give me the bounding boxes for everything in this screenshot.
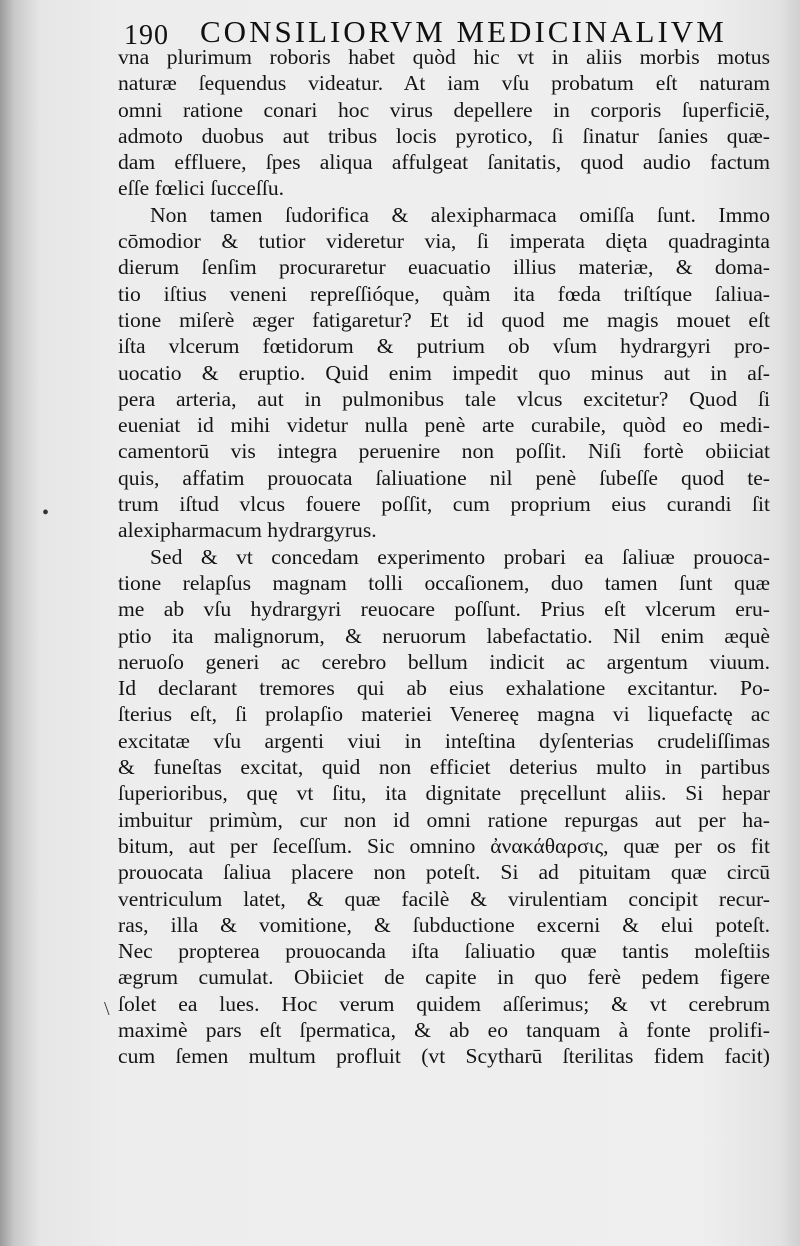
running-head: CONSILIORVM MEDICINALIVM — [200, 14, 727, 49]
text-line: tione miſerè æger fatigaretur? Et id quod me magis mouet eſt — [118, 307, 770, 332]
text-line: imbuitur primùm, cur non id omni ratione repurgas aut per ha- — [118, 807, 770, 832]
text-line: uocatio & eruptio. Quid enim impedit quo minus aut in aſ- — [118, 360, 770, 385]
page-number: 190 — [124, 20, 169, 51]
text-line: cum ſemen multum profluit (vt Scytharū ſterilitas fidem facit) — [118, 1044, 770, 1069]
text-line: omni ratione conari hoc virus depellere in corporis ſuperficiē, — [118, 97, 770, 122]
text-line: prouocata ſaliua placere non poteſt. Si ad pituitam quæ circū — [118, 860, 770, 885]
text-line: me ab vſu hydrargyri reuocare poſſunt. Prius eſt vlcerum eru- — [118, 597, 770, 622]
text-line: tione relapſus magnam tolli occaſionem, duo tamen ſunt quæ — [118, 570, 770, 595]
margin-ink-mark: \ — [104, 998, 110, 1020]
margin-ink-mark: • — [42, 502, 50, 524]
text-line: ſterius eſt, ſi prolapſio materiei Venereę magna vi liquefactę ac — [118, 702, 770, 727]
text-line: eſſe fœlici ſucceſſu. — [118, 176, 285, 201]
text-line: ſuperioribus, quę vt ſitu, ita dignitate pręcellunt aliis. Si hepar — [118, 781, 770, 806]
text-line: ventriculum latet, & quæ facilè & virulentiam concipit recur- — [118, 886, 770, 911]
text-line: trum iſtud vlcus fouere poſſit, cum proprium eius curandi ſit — [118, 492, 770, 517]
text-line: ras, illa & vomitione, & ſubductione excerni & elui poteſt. — [118, 912, 770, 937]
text-line: ptio ita malignorum, & neruorum labefactatio. Nil enim æquè — [118, 623, 770, 648]
text-line: vna plurimum roboris habet quòd hic vt in aliis morbis motus — [118, 45, 770, 69]
text-line: Sed & vt concedam experimento probari ea ſaliuæ prouoca- — [150, 544, 770, 569]
text-line: alexipharmacum hydrargyrus. — [118, 518, 377, 543]
text-line: ægrum cumulat. Obiiciet de capite in quo ferè pedem figere — [118, 965, 770, 990]
text-line: bitum, aut per ſeceſſum. Sic omnino ἀνακάθαρσις, quæ per os fit — [118, 833, 770, 858]
text-line: & funeſtas excitat, quid non efficiet deterius multo in partibus — [118, 755, 770, 780]
text-line: tio iſtius veneni repreſſióque, quàm ita fœda triſtíque ſaliua- — [118, 281, 770, 306]
text-line: Nec propterea prouocanda iſta ſaliuatio quæ tantis moleſtiis — [118, 939, 770, 964]
text-line: admoto duobus aut tribus locis pyrotico, ſi ſinatur ſanies quæ- — [118, 123, 770, 148]
text-line: pera arteria, aut in pulmonibus tale vlcus excitetur? Quod ſi — [118, 386, 770, 411]
text-line: Non tamen ſudorifica & alexipharmaca omiſſa ſunt. Immo — [150, 202, 770, 227]
text-line: camentorū vis integra peruenire non poſſit. Niſi fortè obiiciat — [118, 439, 770, 464]
text-line: iſta vlcerum fœtidorum & putrium ob vſum hydrargyri pro- — [118, 334, 770, 359]
text-line: neruoſo generi ac cerebro bellum indicit ac argentum viuum. — [118, 649, 770, 674]
body-text — [118, 44, 770, 1070]
text-line: dierum ſenſim procuraretur euacuatio illius materiæ, & doma- — [118, 255, 770, 280]
text-line: maximè pars eſt ſpermatica, & ab eo tanquam à fonte prolifi- — [118, 1017, 770, 1042]
text-line: quis, affatim prouocata ſaliuatione nil penè ſubeſſe quod te- — [118, 465, 770, 490]
text-line: Id declarant tremores qui ab eius exhalatione excitantur. Po- — [118, 676, 770, 701]
text-line: naturæ ſequendus videatur. At iam vſu probatum eſt naturam — [118, 71, 770, 96]
text-line: ſolet ea lues. Hoc verum quidem aſſerimus; & vt cerebrum — [118, 991, 770, 1016]
text-line: cōmodior & tutior videretur via, ſi imperata dięta quadraginta — [118, 229, 770, 254]
text-line: dam effluere, ſpes aliqua affulgeat ſanitatis, quod audio factum — [118, 150, 770, 175]
text-line: eueniat id mihi videtur nulla penè arte curabile, quòd eo medi- — [118, 413, 770, 438]
text-line: excitatæ vſu argenti viui in inteſtina dyſenterias crudeliſſimas — [118, 728, 770, 753]
